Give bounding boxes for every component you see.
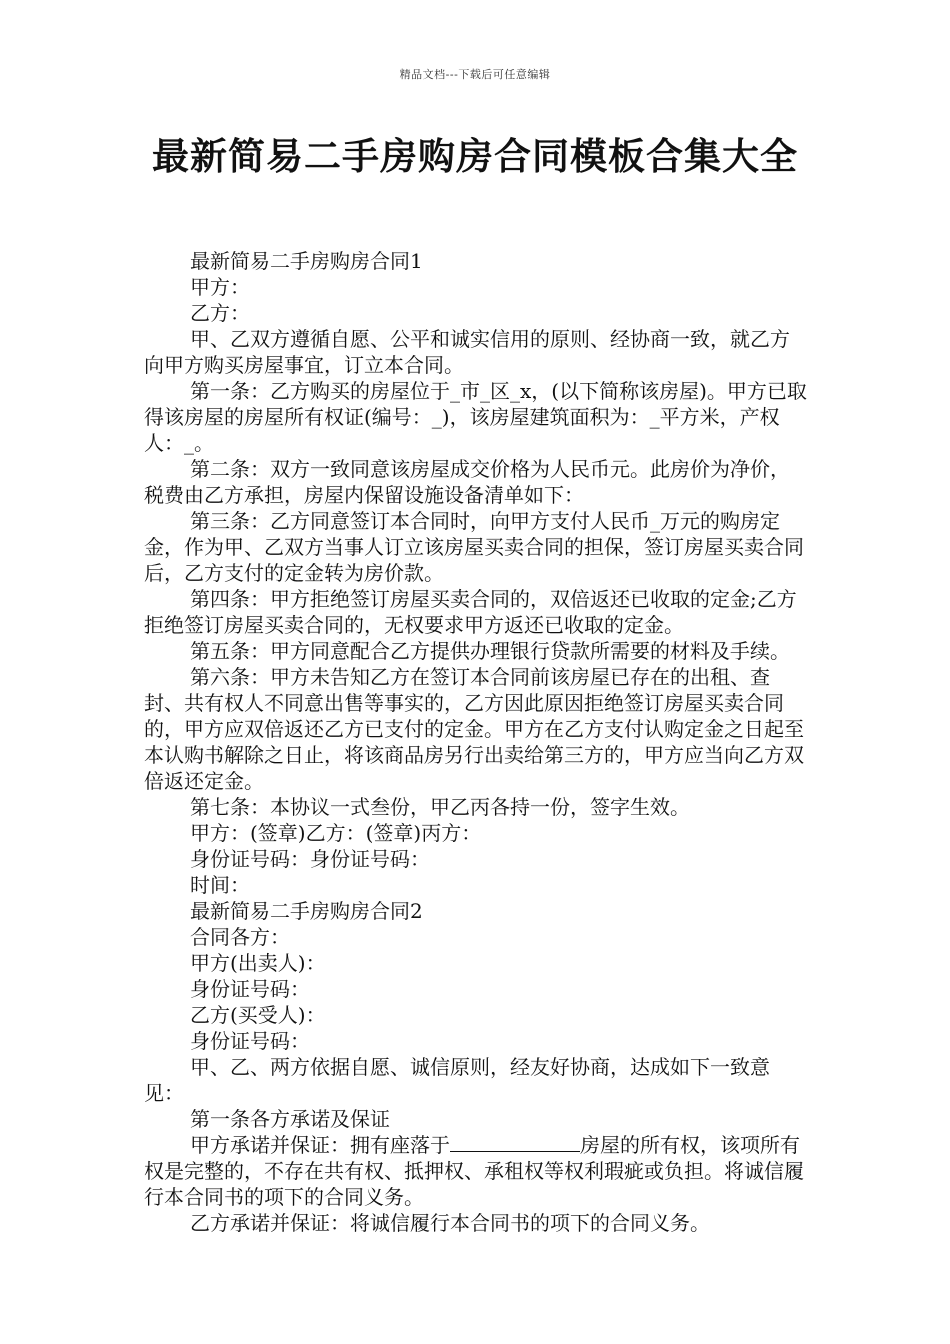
document-body — [144, 248, 809, 1236]
parties-label: 合同各方： — [190, 925, 290, 949]
article-5: 第五条：甲方同意配合乙方提供办理银行贷款所需要的材料及手续。 — [190, 639, 790, 663]
buyer-line: 乙方(买受人)： — [190, 1003, 326, 1027]
seller-pledge — [144, 1132, 809, 1210]
article-1: 第一条：乙方购买的房屋位于_市_区_x，(以下简称该房屋)。甲方已取得该房屋的房屋所有权证(编号：_)，该房屋建筑面积为：_平方米，产权人：_。 — [144, 379, 807, 455]
contract-1-heading: 最新简易二手房购房合同1 — [190, 249, 423, 273]
section-1-heading: 第一条各方承诺及保证 — [190, 1107, 390, 1131]
seller-id-line: 身份证号码： — [190, 977, 310, 1001]
seller-pledge-end: 房屋的所有权，该项所有权是完整的，不存在共有权、抵押权、承租权等权利瑕疵或负担。将诚信履行本合同书的项下的合同义务。 — [144, 1133, 804, 1209]
buyer-pledge: 乙方承诺并保证：将诚信履行本合同书的项下的合同义务。 — [190, 1211, 710, 1235]
seller-pledge-start: 甲方承诺并保证：拥有座落于 — [190, 1133, 450, 1157]
id-number-line: 身份证号码：身份证号码： — [190, 847, 430, 871]
article-7: 第七条：本协议一式叁份，甲乙丙各持一份，签字生效。 — [190, 795, 690, 819]
signature-line: 甲方：(签章)乙方：(签章)丙方： — [190, 821, 482, 845]
buyer-id-line: 身份证号码： — [190, 1029, 310, 1053]
party-a-line: 甲方： — [190, 275, 250, 299]
header-note: 精品文档---下载后可任意编辑 — [399, 68, 551, 81]
time-line: 时间： — [190, 873, 250, 897]
contract-2-heading: 最新简易二手房购房合同2 — [190, 899, 423, 923]
article-6: 第六条：甲方未告知乙方在签订本合同前该房屋已存在的出租、查封、共有权人不同意出售等事实的，乙方因此原因拒绝签订房屋买卖合同的，甲方应双倍返还乙方已支付的定金。甲方在乙方支付认购定金之日起至本认购书解除之日止，将该商品房另行出卖给第三方的，甲方应当向乙方双倍返还定金。 — [144, 665, 804, 793]
preamble-paragraph: 甲、乙双方遵循自愿、公平和诚实信用的原则、经协商一致，就乙方向甲方购买房屋事宜，订立本合同。 — [144, 327, 790, 377]
document-title: 最新简易二手房购房合同模板合集大全 — [152, 135, 798, 178]
agreement-preamble: 甲、乙、两方依据自愿、诚信原则，经友好协商，达成如下一致意见： — [144, 1055, 770, 1105]
article-3: 第三条：乙方同意签订本合同时，向甲方支付人民币_万元的购房定金，作为甲、乙双方当事人订立该房屋买卖合同的担保，签订房屋买卖合同后，乙方支付的定金转为房价款。 — [144, 509, 804, 585]
article-4: 第四条：甲方拒绝签订房屋买卖合同的，双倍返还已收取的定金;乙方拒绝签订房屋买卖合同的，无权要求甲方返还已收取的定金。 — [144, 587, 797, 637]
article-2: 第二条：双方一致同意该房屋成交价格为人民币元。此房价为净价，税费由乙方承担，房屋内保留设施设备清单如下： — [144, 457, 790, 507]
seller-line: 甲方(出卖人)： — [190, 951, 326, 975]
party-b-line: 乙方： — [190, 301, 250, 325]
property-location-blank — [450, 1133, 580, 1152]
